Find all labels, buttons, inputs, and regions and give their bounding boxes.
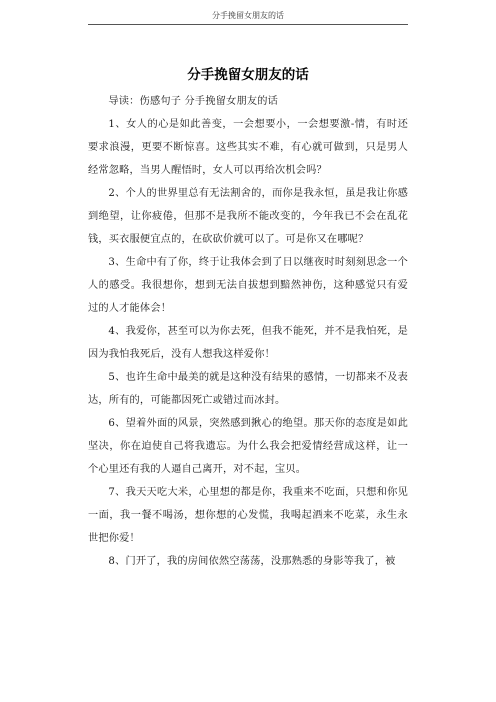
paragraph: 5、也许生命中最美的就是这种没有结果的感情，一切都来不及表达，所有的，可能都因死亡或错过而冰封。 xyxy=(88,372,408,406)
paragraph: 3、生命中有了你，终于让我体会到了日以继夜时时刻刻思念一个人的感受。我很想你，想到无法自拔想到黯然神伤，这种感觉只有爱过的人才能体会！ xyxy=(88,257,408,314)
paragraph: 2、个人的世界里总有无法割舍的，而你是我永恒，虽是我让你感到绝望，让你疲倦，但那不是我所不能改变的，今年我已不会在乱花钱，买衣服便宜点的，在砍砍价就可以了。可是你又在哪呢？ xyxy=(88,188,408,245)
paragraph: 6、望着外面的风景，突然感到揪心的绝望。那天你的态度是如此坚决，你在迫使自己将我遗忘。为什么我会把爱情经营成这样，让一个心里还有我的人逼自己离开，对不起，宝贝。 xyxy=(88,418,408,475)
document-body xyxy=(88,90,408,573)
paragraph: 7、我天天吃大米，心里想的都是你，我重来不吃面，只想和你见一面，我一餐不喝汤，想你想的心发慌，我喝起酒来不吃菜，永生永世把你爱！ xyxy=(88,487,408,544)
paragraph: 4、我爱你，甚至可以为你去死，但我不能死，并不是我怕死，是因为我怕我死后，没有人想我这样爱你！ xyxy=(88,326,408,360)
document-title: 分手挽留女朋友的话 xyxy=(187,67,309,83)
paragraph: 8、门开了，我的房间依然空荡荡，没那熟悉的身影等我了，被 xyxy=(108,556,396,567)
intro-line: 导读：伤感句子 分手挽留女朋友的话 xyxy=(108,96,279,107)
running-header: 分手挽留女朋友的话 xyxy=(212,11,284,20)
paragraph: 1、女人的心是如此善变，一会想要小，一会想要激-情，有时还要求浪漫，更要不断惊喜。这些其实不难，有心就可做到，只是男人经常忽略，当男人醒悟时，女人可以再给次机会吗？ xyxy=(88,119,408,176)
header-divider xyxy=(88,24,408,25)
